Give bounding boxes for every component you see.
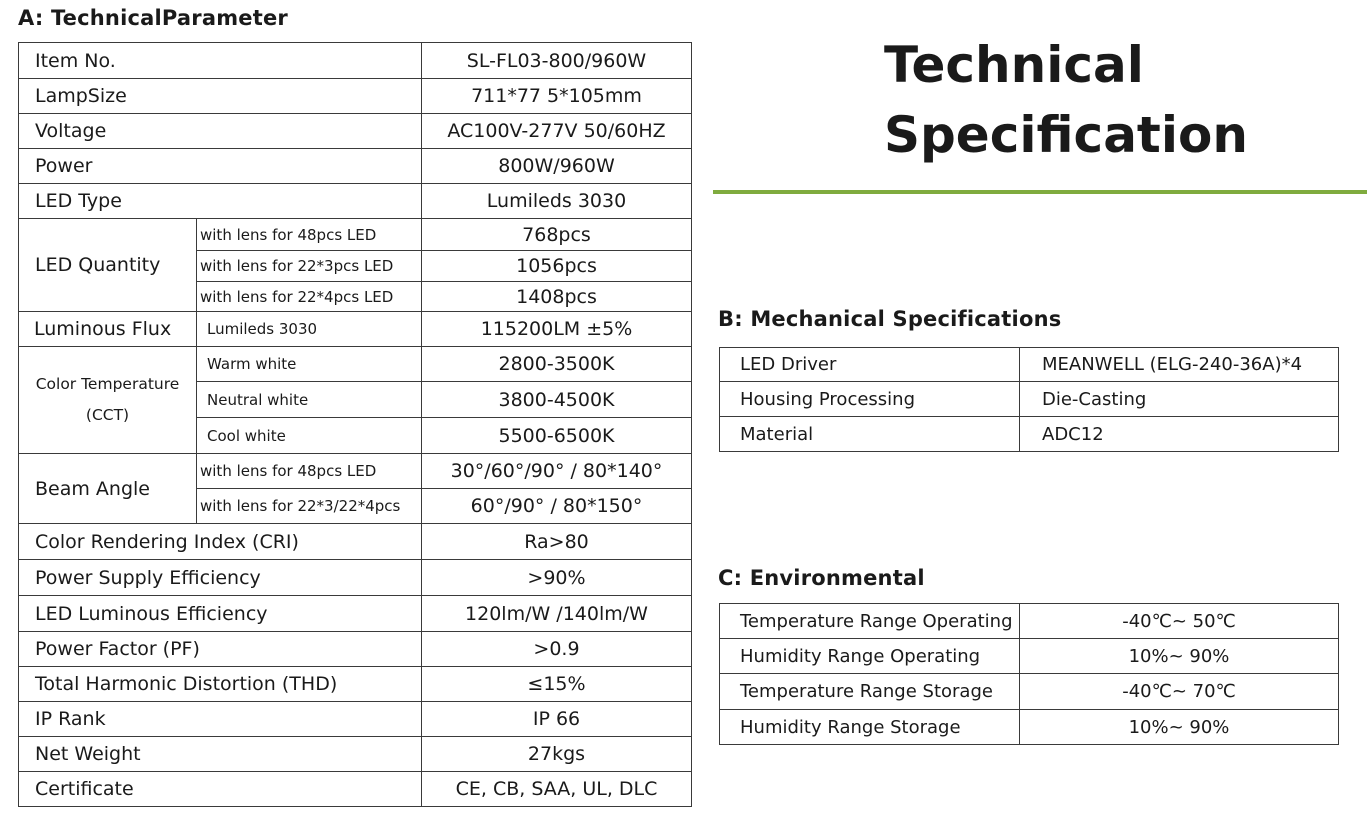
led-quantity-label: LED Quantity bbox=[19, 219, 197, 312]
color-temperature-value: 5500-6500K bbox=[422, 418, 692, 454]
led-type-label: LED Type bbox=[19, 184, 422, 219]
table-row bbox=[19, 43, 692, 79]
item-no-label: Item No. bbox=[19, 43, 422, 79]
net-weight-value: 27kgs bbox=[422, 737, 692, 772]
page-title-line2: Specification bbox=[884, 106, 1248, 164]
psu-efficiency-value: >90% bbox=[422, 560, 692, 596]
page-title bbox=[884, 30, 1248, 170]
technical-parameter-table bbox=[18, 42, 692, 807]
material-value: ADC12 bbox=[1020, 417, 1339, 452]
led-quantity-sub: with lens for 22*3pcs LED bbox=[197, 251, 422, 282]
beam-angle-value: 30°/60°/90° / 80*140° bbox=[422, 454, 692, 489]
power-factor-label: Power Factor (PF) bbox=[19, 632, 422, 667]
table-row bbox=[19, 702, 692, 737]
table-row bbox=[19, 560, 692, 596]
env-label: Humidity Range Operating bbox=[720, 639, 1020, 674]
table-row bbox=[720, 348, 1339, 382]
led-quantity-sub: with lens for 48pcs LED bbox=[197, 219, 422, 251]
luminous-efficiency-value: 120lm/W /140lm/W bbox=[422, 596, 692, 632]
power-value: 800W/960W bbox=[422, 149, 692, 184]
led-quantity-value: 1056pcs bbox=[422, 251, 692, 282]
section-b-title: B: Mechanical Specifications bbox=[718, 307, 1062, 331]
color-temperature-sub: Neutral white bbox=[197, 382, 422, 418]
table-row bbox=[720, 710, 1339, 745]
table-row bbox=[720, 604, 1339, 639]
ip-rank-value: IP 66 bbox=[422, 702, 692, 737]
table-row bbox=[19, 632, 692, 667]
table-row bbox=[720, 382, 1339, 417]
table-row bbox=[19, 667, 692, 702]
table-row bbox=[19, 596, 692, 632]
table-row bbox=[19, 454, 692, 489]
accent-divider bbox=[713, 190, 1367, 194]
cri-value: Ra>80 bbox=[422, 524, 692, 560]
beam-angle-value: 60°/90° / 80*150° bbox=[422, 489, 692, 524]
page-title-line1: Technical bbox=[884, 36, 1144, 94]
table-row bbox=[19, 79, 692, 114]
env-value: -40℃~ 70℃ bbox=[1020, 674, 1339, 710]
luminous-flux-label: Luminous Flux bbox=[19, 312, 197, 347]
voltage-value: AC100V-277V 50/60HZ bbox=[422, 114, 692, 149]
power-label: Power bbox=[19, 149, 422, 184]
mechanical-specifications-table bbox=[719, 347, 1339, 452]
beam-angle-sub: with lens for 22*3/22*4pcs bbox=[197, 489, 422, 524]
voltage-label: Voltage bbox=[19, 114, 422, 149]
section-c-title: C: Environmental bbox=[718, 566, 925, 590]
thd-label: Total Harmonic Distortion (THD) bbox=[19, 667, 422, 702]
housing-processing-label: Housing Processing bbox=[720, 382, 1020, 417]
lamp-size-value: 711*77 5*105mm bbox=[422, 79, 692, 114]
table-row bbox=[19, 737, 692, 772]
color-temperature-sub: Warm white bbox=[197, 347, 422, 382]
material-label: Material bbox=[720, 417, 1020, 452]
luminous-flux-sub: Lumileds 3030 bbox=[197, 312, 422, 347]
table-row bbox=[720, 417, 1339, 452]
table-row bbox=[19, 772, 692, 807]
table-row bbox=[19, 312, 692, 347]
led-quantity-value: 768pcs bbox=[422, 219, 692, 251]
env-label: Humidity Range Storage bbox=[720, 710, 1020, 745]
psu-efficiency-label: Power Supply Efficiency bbox=[19, 560, 422, 596]
certificate-value: CE, CB, SAA, UL, DLC bbox=[422, 772, 692, 807]
color-temperature-value: 2800-3500K bbox=[422, 347, 692, 382]
env-value: -40℃~ 50℃ bbox=[1020, 604, 1339, 639]
cct-label-line1: Color Temperature bbox=[35, 375, 180, 393]
env-value: 10%~ 90% bbox=[1020, 639, 1339, 674]
led-driver-label: LED Driver bbox=[720, 348, 1020, 382]
thd-value: ≤15% bbox=[422, 667, 692, 702]
certificate-label: Certificate bbox=[19, 772, 422, 807]
luminous-efficiency-label: LED Luminous Efficiency bbox=[19, 596, 422, 632]
ip-rank-label: IP Rank bbox=[19, 702, 422, 737]
color-temperature-sub: Cool white bbox=[197, 418, 422, 454]
item-no-value: SL-FL03-800/960W bbox=[422, 43, 692, 79]
net-weight-label: Net Weight bbox=[19, 737, 422, 772]
table-row bbox=[19, 149, 692, 184]
table-row bbox=[720, 674, 1339, 710]
table-row bbox=[19, 184, 692, 219]
color-temperature-value: 3800-4500K bbox=[422, 382, 692, 418]
env-label: Temperature Range Operating bbox=[720, 604, 1020, 639]
env-label: Temperature Range Storage bbox=[720, 674, 1020, 710]
beam-angle-sub: with lens for 48pcs LED bbox=[197, 454, 422, 489]
power-factor-value: >0.9 bbox=[422, 632, 692, 667]
table-row bbox=[19, 219, 692, 251]
led-driver-value: MEANWELL (ELG-240-36A)*4 bbox=[1020, 348, 1339, 382]
table-row bbox=[19, 524, 692, 560]
beam-angle-label: Beam Angle bbox=[19, 454, 197, 524]
cri-label: Color Rendering Index (CRI) bbox=[19, 524, 422, 560]
led-type-value: Lumileds 3030 bbox=[422, 184, 692, 219]
env-value: 10%~ 90% bbox=[1020, 710, 1339, 745]
environmental-table bbox=[719, 603, 1339, 745]
lamp-size-label: LampSize bbox=[19, 79, 422, 114]
table-row bbox=[19, 347, 692, 382]
table-row bbox=[19, 114, 692, 149]
table-row bbox=[720, 639, 1339, 674]
section-a-title: A: TechnicalParameter bbox=[18, 6, 288, 30]
housing-processing-value: Die-Casting bbox=[1020, 382, 1339, 417]
luminous-flux-value: 115200LM ±5% bbox=[422, 312, 692, 347]
color-temperature-label bbox=[19, 347, 197, 454]
led-quantity-value: 1408pcs bbox=[422, 282, 692, 312]
cct-label-line2: (CCT) bbox=[85, 406, 130, 424]
led-quantity-sub: with lens for 22*4pcs LED bbox=[197, 282, 422, 312]
